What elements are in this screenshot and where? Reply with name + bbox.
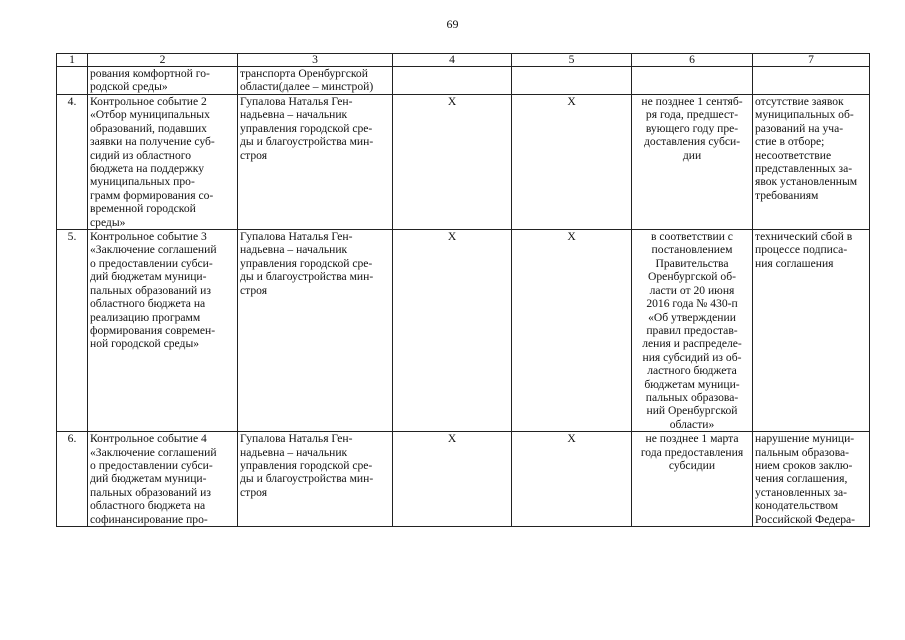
table-row <box>57 95 870 230</box>
deadline-cell: не позднее 1 марта года предоставления субсидии <box>632 432 753 527</box>
responsible-cell: Гупалова Наталья Ген- надьевна – начальник управления городской сре- ды и благоустройства мин- строя <box>238 95 393 230</box>
column-4-cell: X <box>393 95 512 230</box>
row-number-cell: 5. <box>57 230 88 432</box>
column-header: 3 <box>238 54 393 67</box>
column-header: 2 <box>88 54 238 67</box>
column-header: 7 <box>753 54 870 67</box>
risk-cell: нарушение муници- пальным образова- нием сроков заклю- чения соглашения, установленных за- конодательством Российской Федера- <box>753 432 870 527</box>
column-header: 4 <box>393 54 512 67</box>
event-name-cell: Контрольное событие 3 «Заключение соглашений о предоставлении субси- дий бюджетам муници- пальных образований из областного бюджета на реализацию программ формирования современ- ной городской среды» <box>88 230 238 432</box>
event-name-cell: Контрольное событие 2 «Отбор муниципальных образований, подавших заявки на получение суб- сидий из областного бюджета на поддержку муниципальных про- грамм формирования со- временной городской среды» <box>88 95 238 230</box>
responsible-cell: Гупалова Наталья Ген- надьевна – начальник управления городской сре- ды и благоустройства мин- строя <box>238 230 393 432</box>
column-4-cell: X <box>393 230 512 432</box>
column-header: 6 <box>632 54 753 67</box>
column-5-cell <box>512 67 632 95</box>
column-5-cell: X <box>512 230 632 432</box>
event-name-cell: рования комфортной го- родской среды» <box>88 67 238 95</box>
column-5-cell: X <box>512 95 632 230</box>
row-number-cell <box>57 67 88 95</box>
responsible-cell: Гупалова Наталья Ген- надьевна – начальник управления городской сре- ды и благоустройства мин- строя <box>238 432 393 527</box>
event-name-cell: Контрольное событие 4 «Заключение соглашений о предоставлении субси- дий бюджетам муници- пальных образований из областного бюджета на софинансирование про- <box>88 432 238 527</box>
deadline-cell <box>632 67 753 95</box>
table-row <box>57 67 870 95</box>
responsible-cell: транспорта Оренбургской области(далее – минстрой) <box>238 67 393 95</box>
column-4-cell <box>393 67 512 95</box>
risk-cell: технический сбой в процессе подписа- ния соглашения <box>753 230 870 432</box>
table-header-row <box>57 54 870 67</box>
table-row <box>57 230 870 432</box>
page-number: 69 <box>446 17 459 31</box>
risk-cell <box>753 67 870 95</box>
control-events-table <box>56 53 870 527</box>
row-number-cell: 6. <box>57 432 88 527</box>
table-row <box>57 432 870 527</box>
deadline-cell: в соответствии с постановлением Правительства Оренбургской об- ласти от 20 июня 2016 года № 430-п «Об утверждении правил предостав- ления и распределе- ния субсидий из об- ластного бюджета бюджетам муници- пальных образова- ний Оренбургской области» <box>632 230 753 432</box>
column-5-cell: X <box>512 432 632 527</box>
deadline-cell: не позднее 1 сентяб- ря года, предшест- вующего году пре- доставления субси- дии <box>632 95 753 230</box>
column-4-cell: X <box>393 432 512 527</box>
column-header: 5 <box>512 54 632 67</box>
risk-cell: отсутствие заявок муниципальных об- разований на уча- стие в отборе; несоответствие представленных за- явок установленным требованиям <box>753 95 870 230</box>
row-number-cell: 4. <box>57 95 88 230</box>
column-header: 1 <box>57 54 88 67</box>
